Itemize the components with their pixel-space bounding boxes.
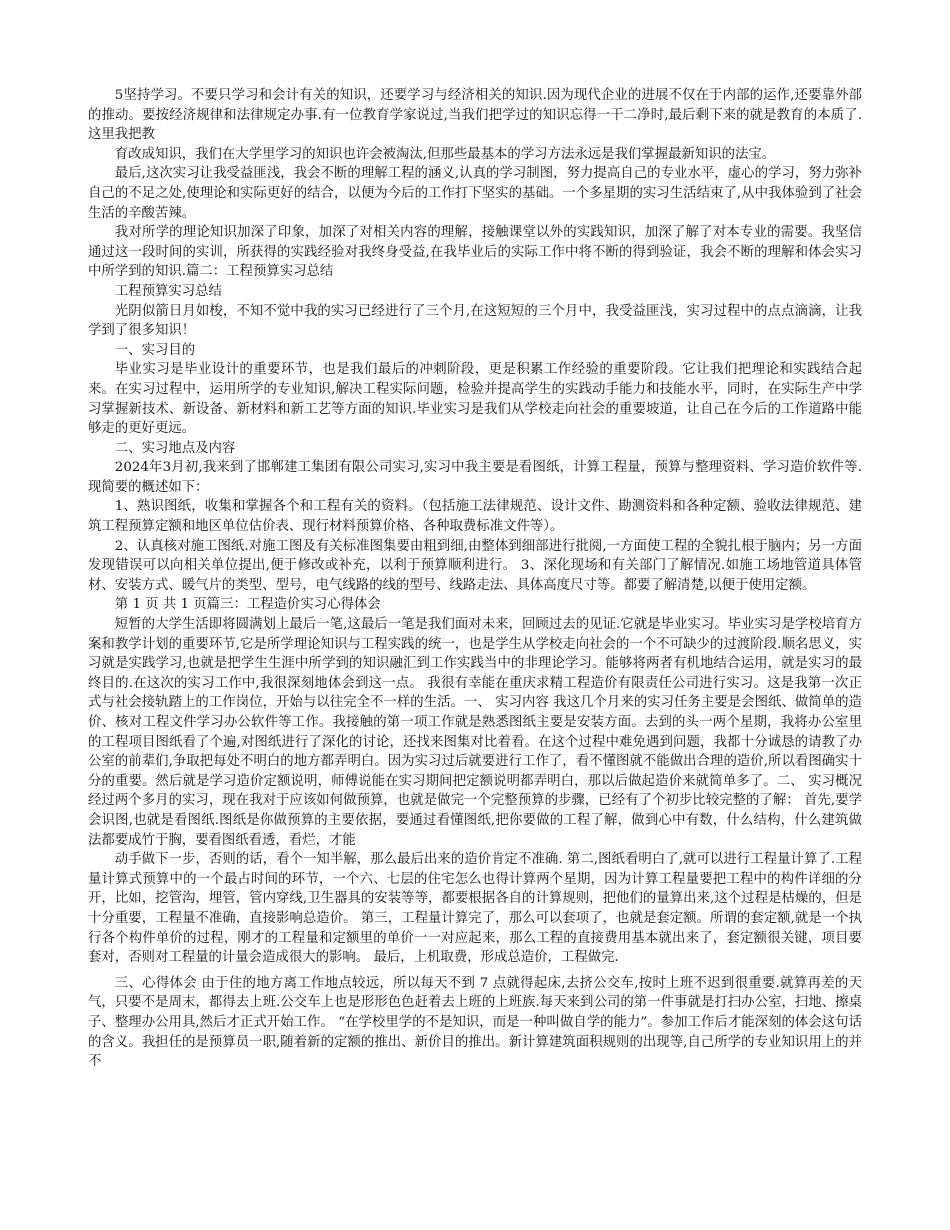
- paragraph-15: 动手做下一步，否则的话，看个一知半解，那么最后出来的造价肯定不准确. 第二,图纸看明白了,就可以进行工程量计算了.工程量计算式预算中的一个最占时间的环节，一个六、七层的住宅怎么也得计算两个星期，因为计算工程量要把工程中的构件详细的分开，比如，挖管沟，埋管，管内穿线,卫生器具的安装等等，都要根据各自的计算规则，把他们的量算出来,这个过程是枯燥的，但是十分重要，工程量不准确，直接影响总造价。 第三，工程量计算完了，那么可以套项了，也就是套定额。所谓的套定额,就是一个执行各个构件单价的过程，刚才的工程量和定额里的单价一一对应起来，那么工程的直接费用基本就出来了，套定额很关键，项目要套对，否则对工程量的计量会造成很大的影响。 最后，上机取费，形成总造价，工程做完.: [88, 852, 862, 966]
- paragraph-10: 2024年3月初,我来到了邯郸建工集团有限公司实习,实习中我主要是看图纸，计算工程量，预算与整理资料、学习造价软件等.现简要的概述如下：: [88, 460, 862, 495]
- heading-location: 二、实习地点及内容: [114, 440, 236, 456]
- paragraph-3: 最后,这次实习让我受益匪浅，我会不断的理解工程的涵义,认真的学习制图，努力提高自己的专业水平，虚心的学习，努力弥补自己的不足之处,使理论和实际更好的结合，以便为今后的工作打下坚实的基础。一个多星期的实习生活结束了,从中我体验到了社会生活的辛酸苦辣。: [88, 166, 862, 221]
- paragraph-8: 毕业实习是毕业设计的重要环节，也是我们最后的冲刺阶段，更是积累工作经验的重要阶段。它让我们把理论和实践结合起来。在实习过程中，运用所学的专业知识,解决工程实际问题，检验并提高学生的实践动手能力和技能水平，同时，在实际生产中学习掌握新技术、新设备、新材料和新工艺等方面的知识.毕业实习是我们从学校走向社会的重要坡道，让自己在今后的工作道路中能够走的更好更远。: [88, 362, 862, 437]
- paragraph-12: 2、认真核对施工图纸.对施工图及有关标准图集要由粗到细,由整体到细部进行批阅,一方面使工程的全貌扎根于脑内；另一方面发现错误可以向相关单位提出,便于修改或补充，以利于预算顺利进行。 3、深化现场和有关部门了解情况.如施工场地管道具体管材、安装方式、暖气片的类型、型号，电气线路的线的型号、线路走法、具体高度尺寸等。都要了解清楚,以便于使用定额。: [88, 538, 862, 593]
- document-page: [88, 86, 862, 1072]
- heading-purpose: 一、实习目的: [114, 342, 196, 358]
- section-title: 工程预算实习总结: [114, 283, 222, 299]
- paragraph-4: 我对所学的理论知识加深了印象，加深了对相关内容的理解，接触课堂以外的实践知识，加深了解了对本专业的需要。我坚信通过这一段时间的实训，所获得的实践经验对我终身受益,在我毕业后的实际工作中将不断的得到验证，我会不断的理解和体会实习中所学到的知识.篇二：工程预算实习总结: [88, 225, 862, 280]
- paragraph-1: 5坚持学习。不要只学习和会计有关的知识，还要学习与经济相关的知识.因为现代企业的进展不仅在于内部的运作,还要靠外部的推动。要按经济规律和法律规定办事.有一位教育学家说过,当我们把学过的知识忘得一干二净时,最后剩下来的就是教育的本质了.这里我把教: [88, 88, 862, 143]
- paragraph-16: 三、心得体会 由于住的地方离工作地点较远，所以每天不到 7 点就得起床,去挤公交车,按时上班不迟到很重要.就算再差的天气，只要不是周末，都得去上班.公交车上也是形形色色赶着去上班的上班族.每天来到公司的第一件事就是打扫办公室，扫地、擦桌子、整理办公用具,然后才正式开始工作。 “在学校里学的不是知识，而是一种叫做自学的能力”。参加工作后才能深刻的体会这句话的含义。我担任的是预算员一职,随着新的定额的推出、新价目的推出。新计算建筑面积规则的出现等,自己所学的专业知识用上的并不: [88, 975, 862, 1070]
- paragraph-14: 短暂的大学生活即将圆满划上最后一笔,这最后一笔是我们面对未来，回顾过去的见证.它就是毕业实习。毕业实习是学校培育方案和教学计划的重要环节,它是所学理论知识与工程实践的统一，也是学生从学校走向社会的一个不可缺少的过渡阶段.顺名思义，实习就是实践学习,也就是把学生生涯中所学到的知识融汇到工作实践当中的非理论学习。能够将两者有机地结合运用，就是实习的最终目的.在这次的实习工作中,我很深刻地体会到这一点。 我很有幸能在重庆求精工程造价有限责任公司进行实习。这是我第一次正式与社会接轨踏上的工作岗位，开始与以往完全不一样的生活。一、 实习内容 我这几个月来的实习任务主要是会图纸、做简单的造价、核对工程文件学习办公软件等工作。我接触的第一项工作就是熟悉图纸主要是安装方面。去到的头一两个星期，我将办公室里的工程项目图纸看了个遍,对图纸进行了深化的讨论，还找来图集对比着看。在这个过程中难免遇到问题，我都十分诚恳的请教了办公室的前辈们,争取把每处不明白的地方都弄明白。因为实习过后就要进行工作了，看不懂图就不能做出合理的造价,所以看图确实十分的重要。然后就是学习造价定额说明，师傅说能在实习期间把定额说明都弄明白，那以后做起造价来就简单多了。二、 实习概况 经过两个多月的实习，现在我对于应该如何做预算，也就是做完一个完整预算的步骤，已经有了个初步比较完整的了解： 首先,要学会识图,也就是看图纸.图纸是你做预算的主要依据，要通过看懂图纸,把你要做的工程了解，做到心中有数，什么结构，什么建筑做法都要成竹于胸，要看图纸看透，看烂，才能: [88, 617, 862, 848]
- paragraph-11: 1、熟识图纸，收集和掌握各个和工程有关的资料。（包括施工法律规范、设计文件、勘测资料和各种定额、验收法律规范、建筑工程预算定额和地区单位估价表、现行材料预算价格、各种取费标准文件等）。: [88, 499, 862, 535]
- paragraph-6: 光阴似箭日月如梭，不知不觉中我的实习已经进行了三个月,在这短短的三个月中，我受益匪浅，实习过程中的点点滴滴，让我学到了很多知识！: [88, 303, 862, 339]
- paragraph-2: 育改成知识，我们在大学里学习的知识也许会被淘汰,但那些最基本的学习方法永远是我们掌握最新知识的法宝。: [114, 146, 776, 162]
- page-footer-line: 第 1 页 共 1 页篇三：工程造价实习心得体会: [114, 597, 381, 613]
